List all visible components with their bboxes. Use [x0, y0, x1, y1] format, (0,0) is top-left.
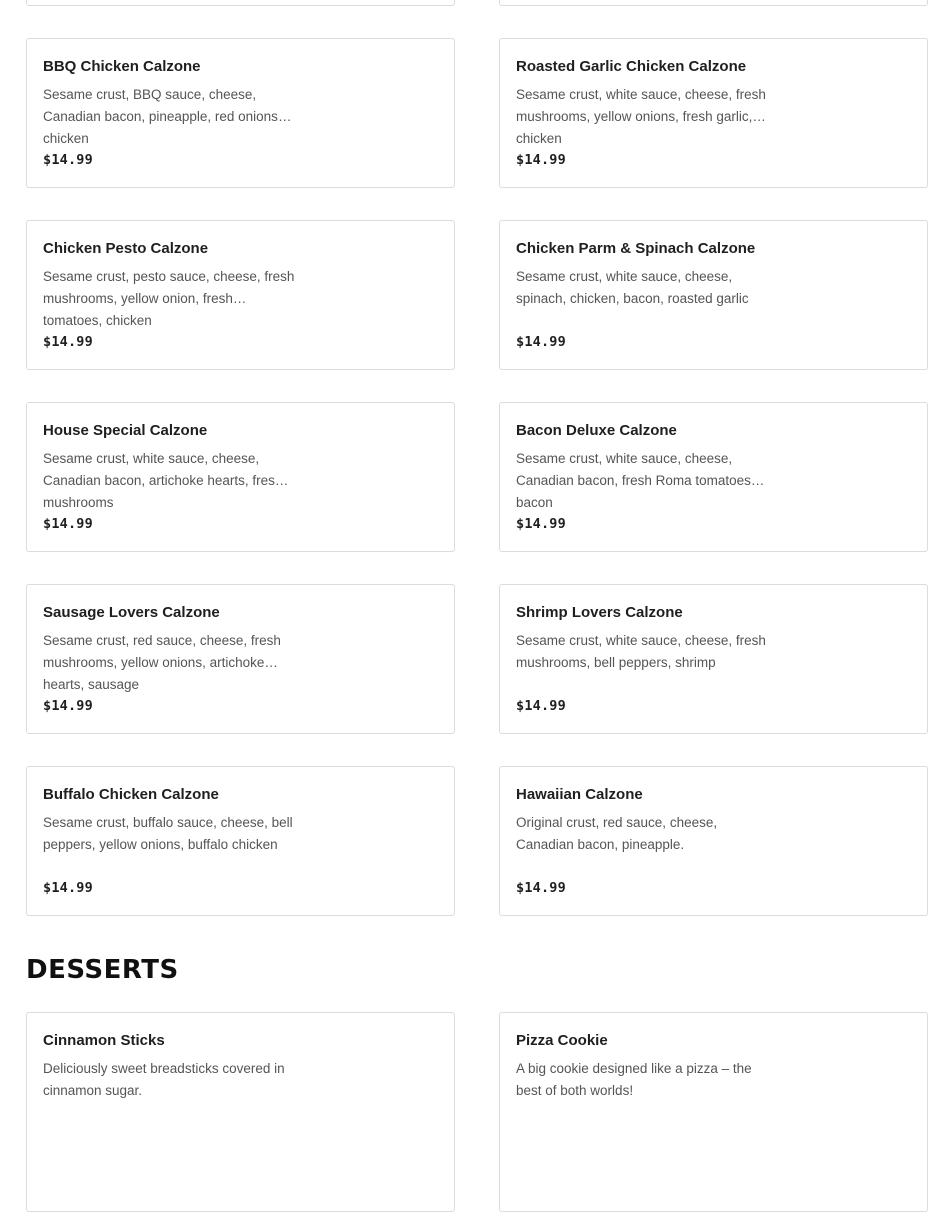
- menu-item-name: Shrimp Lovers Calzone: [516, 604, 683, 621]
- menu-item-description: Sesame crust, BBQ sauce, cheese, Canadian bacon, pineapple, red onions, chicken: [43, 87, 282, 146]
- menu-item-description: Sesame crust, red sauce, cheese, fresh mushrooms, yellow onions, artichoke hearts, sausage: [43, 633, 281, 692]
- menu-item-description: Sesame crust, white sauce, cheese, spinach, chicken, bacon, roasted garlic: [516, 269, 749, 306]
- menu-item-description: Sesame crust, pesto sauce, cheese, fresh mushrooms, yellow onion, fresh tomatoes, chicken: [43, 269, 295, 328]
- menu-item-name: Sausage Lovers Calzone: [43, 604, 220, 621]
- menu-item-card[interactable]: [499, 220, 928, 370]
- section-title-desserts: DESSERTS: [26, 955, 179, 985]
- menu-item-price: $14.99: [43, 334, 93, 350]
- menu-item-name: Chicken Parm & Spinach Calzone: [516, 240, 756, 257]
- menu-item-description: Sesame crust, white sauce, cheese, fresh mushrooms, bell peppers, shrimp: [516, 633, 766, 670]
- menu-item-name: Bacon Deluxe Calzone: [516, 422, 677, 439]
- menu-item-price: $14.99: [43, 698, 93, 714]
- menu-item-card[interactable]: [499, 766, 928, 916]
- menu-item-name: Buffalo Chicken Calzone: [43, 786, 219, 803]
- menu-item-card[interactable]: [499, 38, 928, 188]
- menu-item-price: $14.99: [516, 698, 566, 714]
- menu-item-card[interactable]: [26, 220, 455, 370]
- menu-item-card[interactable]: [499, 584, 928, 734]
- menu-item-card[interactable]: [26, 38, 455, 188]
- menu-item-name: BBQ Chicken Calzone: [43, 58, 201, 75]
- dessert-item-card[interactable]: [26, 1012, 455, 1212]
- menu-item-name: Roasted Garlic Chicken Calzone: [516, 58, 747, 75]
- menu-item-price: $14.99: [43, 516, 93, 532]
- menu-item-price: $14.99: [43, 880, 93, 896]
- menu-item-description: Sesame crust, white sauce, cheese, Canadian bacon, artichoke hearts, fresh mushrooms: [43, 451, 283, 510]
- menu-item-price: $14.99: [516, 334, 566, 350]
- menu-item-name: Chicken Pesto Calzone: [43, 240, 209, 257]
- menu-item-price: $14.99: [43, 152, 93, 168]
- menu-item-price: $14.99: [516, 152, 566, 168]
- menu-item-card[interactable]: [499, 402, 928, 552]
- menu-item-card-partial[interactable]: [499, 0, 928, 6]
- menu-item-description: Original crust, red sauce, cheese, Canadian bacon, pineapple.: [516, 815, 718, 852]
- dessert-item-card[interactable]: [499, 1012, 928, 1212]
- menu-item-price: $14.99: [516, 880, 566, 896]
- menu-item-description: Sesame crust, buffalo sauce, cheese, bell peppers, yellow onions, buffalo chicken: [43, 815, 293, 852]
- menu-item-name: Cinnamon Sticks: [43, 1032, 165, 1049]
- menu-item-name: Pizza Cookie: [516, 1032, 608, 1049]
- menu-item-description: A big cookie designed like a pizza – the best of both worlds!: [516, 1061, 752, 1098]
- menu-item-name: House Special Calzone: [43, 422, 208, 439]
- menu-item-price: $14.99: [516, 516, 566, 532]
- menu-item-name: Hawaiian Calzone: [516, 786, 643, 803]
- menu-item-card[interactable]: [26, 766, 455, 916]
- menu-item-card-partial[interactable]: [26, 0, 455, 6]
- menu-item-description: Sesame crust, white sauce, cheese, fresh mushrooms, yellow onions, fresh garlic, chicken: [516, 87, 766, 146]
- menu-item-description: Sesame crust, white sauce, cheese, Canadian bacon, fresh Roma tomatoes, bacon: [516, 451, 755, 510]
- menu-item-card[interactable]: [26, 402, 455, 552]
- menu-item-card[interactable]: [26, 584, 455, 734]
- menu-item-description: Deliciously sweet breadsticks covered in cinnamon sugar.: [43, 1061, 285, 1098]
